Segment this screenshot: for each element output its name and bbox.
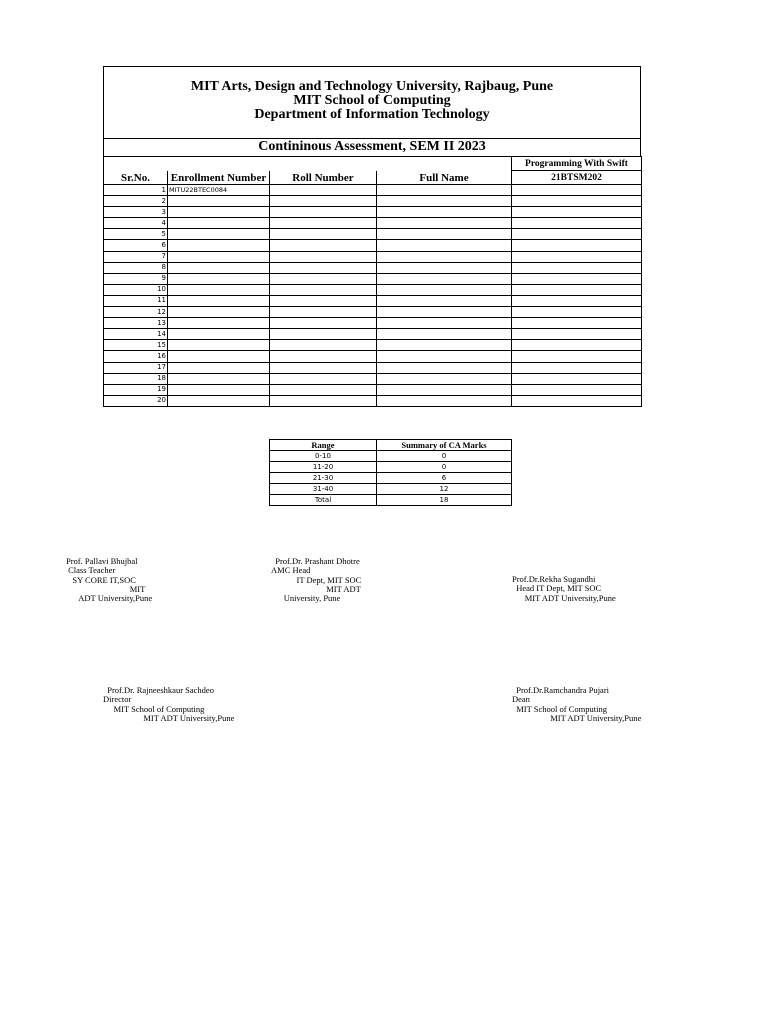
- signature-line: MIT ADT University,Pune: [512, 712, 642, 723]
- marks-cell: [512, 395, 642, 406]
- marks-cell: [512, 307, 642, 318]
- table-row: [104, 229, 642, 240]
- sr-no-cell: 1: [104, 185, 168, 196]
- signature-line: Dean: [512, 694, 530, 705]
- signature-hod: [512, 575, 616, 603]
- summary-header-marks: Summary of CA Marks: [377, 440, 512, 451]
- table-row: [104, 340, 642, 351]
- enrollment-cell: [168, 240, 270, 251]
- university-name: MIT Arts, Design and Technology University, Rajbaug, Pune: [190, 79, 554, 94]
- full-name-cell: [377, 307, 512, 318]
- summary-range-cell: 21-30: [270, 473, 377, 484]
- signature-line: ADT University,Pune: [66, 593, 153, 604]
- full-name-cell: [377, 329, 512, 340]
- table-row: [104, 295, 642, 306]
- department-name: Department of Information Technology: [254, 107, 490, 122]
- signature-class-teacher: [66, 557, 152, 603]
- roll-number-cell: [270, 340, 377, 351]
- summary-value-cell: 0: [377, 451, 512, 462]
- signature-amc-head: [271, 557, 361, 603]
- marks-cell: [512, 284, 642, 295]
- marks-cell: [512, 251, 642, 262]
- roll-number-cell: [270, 384, 377, 395]
- full-name-cell: [377, 196, 512, 207]
- full-name-cell: [377, 395, 512, 406]
- marks-cell: [512, 295, 642, 306]
- enrollment-cell: [168, 340, 270, 351]
- roll-number-cell: [270, 262, 377, 273]
- roll-number-cell: [270, 240, 377, 251]
- table-row: [104, 196, 642, 207]
- full-name-cell: [377, 351, 512, 362]
- marks-cell: [512, 229, 642, 240]
- table-row: [104, 329, 642, 340]
- col-header-roll-number: Roll Number: [270, 171, 377, 185]
- sr-no-cell: 16: [104, 351, 168, 362]
- assessment-title: Contininous Assessment, SEM II 2023: [103, 138, 641, 157]
- table-row: [104, 207, 642, 218]
- full-name-cell: [377, 384, 512, 395]
- roll-number-cell: [270, 351, 377, 362]
- enrollment-cell: [168, 251, 270, 262]
- sr-no-cell: 11: [104, 295, 168, 306]
- subject-code: 21BTSM202: [512, 171, 642, 185]
- summary-row: [270, 451, 512, 462]
- enrollment-cell: [168, 207, 270, 218]
- marks-cell: [512, 240, 642, 251]
- table-row: [104, 307, 642, 318]
- enrollment-cell: [168, 307, 270, 318]
- table-row: [104, 395, 642, 406]
- summary-range-cell: 31-40: [270, 484, 377, 495]
- enrollment-cell: [168, 351, 270, 362]
- col-header-enrollment: Enrollment Number: [168, 171, 270, 185]
- subject-name: Programming With Swift: [512, 157, 642, 171]
- table-row: [104, 318, 642, 329]
- roll-number-cell: [270, 207, 377, 218]
- school-name: MIT School of Computing: [293, 93, 451, 108]
- signature-line: IT Dept, MIT SOC: [271, 574, 362, 585]
- full-name-cell: [377, 284, 512, 295]
- signature-line: MIT ADT University,Pune: [512, 592, 616, 603]
- roll-number-cell: [270, 273, 377, 284]
- full-name-cell: [377, 251, 512, 262]
- sr-no-cell: 18: [104, 373, 168, 384]
- enrollment-cell: [168, 318, 270, 329]
- full-name-cell: [377, 240, 512, 251]
- roll-number-cell: [270, 284, 377, 295]
- marks-cell: [512, 351, 642, 362]
- enrollment-cell: [168, 295, 270, 306]
- sr-no-cell: 2: [104, 196, 168, 207]
- signature-line: AMC Head: [271, 565, 311, 576]
- enrollment-cell: [168, 229, 270, 240]
- table-row: [104, 185, 642, 196]
- signature-dean: [512, 686, 641, 723]
- marks-cell: [512, 207, 642, 218]
- summary-value-cell: 6: [377, 473, 512, 484]
- sr-no-cell: 8: [104, 262, 168, 273]
- sr-no-cell: 6: [104, 240, 168, 251]
- summary-row: [270, 462, 512, 473]
- sr-no-cell: 5: [104, 229, 168, 240]
- enrollment-cell: [168, 218, 270, 229]
- marks-cell: [512, 329, 642, 340]
- summary-value-cell: 0: [377, 462, 512, 473]
- sr-no-cell: 7: [104, 251, 168, 262]
- marks-cell: [512, 318, 642, 329]
- sr-no-cell: 17: [104, 362, 168, 373]
- full-name-cell: [377, 262, 512, 273]
- enrollment-cell: [168, 384, 270, 395]
- signature-line: University, Pune: [271, 593, 341, 604]
- marks-cell: [512, 273, 642, 284]
- table-row: [104, 351, 642, 362]
- table-row: [104, 251, 642, 262]
- full-name-cell: [377, 362, 512, 373]
- summary-range-cell: 0-10: [270, 451, 377, 462]
- full-name-cell: [377, 185, 512, 196]
- signature-line: MIT ADT University,Pune: [103, 712, 235, 723]
- signature-line: Prof.Dr. Rajneeshkaur Sachdeo: [103, 685, 214, 695]
- sr-no-cell: 9: [104, 273, 168, 284]
- table-row: [104, 273, 642, 284]
- enrollment-cell: [168, 395, 270, 406]
- enrollment-cell: [168, 329, 270, 340]
- sr-no-cell: 13: [104, 318, 168, 329]
- summary-header-range: Range: [270, 440, 377, 451]
- sr-no-cell: 15: [104, 340, 168, 351]
- signature-line: Head IT Dept, MIT SOC: [512, 583, 602, 594]
- table-row: [104, 362, 642, 373]
- marks-cell: [512, 196, 642, 207]
- roll-number-cell: [270, 295, 377, 306]
- summary-value-cell: 18: [377, 495, 512, 506]
- full-name-cell: [377, 295, 512, 306]
- marks-cell: [512, 362, 642, 373]
- roll-number-cell: [270, 329, 377, 340]
- roll-number-cell: [270, 362, 377, 373]
- signature-line: MIT: [66, 583, 146, 594]
- sr-no-cell: 10: [104, 284, 168, 295]
- roll-number-cell: [270, 307, 377, 318]
- table-row: [104, 262, 642, 273]
- roll-number-cell: [270, 373, 377, 384]
- table-row: [104, 373, 642, 384]
- table-row: [104, 384, 642, 395]
- ca-summary-table: [269, 439, 512, 506]
- signature-line: Prof.Dr. Prashant Dhotre: [271, 556, 360, 566]
- enrollment-cell: [168, 284, 270, 295]
- enrollment-cell: [168, 262, 270, 273]
- roll-number-cell: [270, 318, 377, 329]
- roll-number-cell: [270, 185, 377, 196]
- marks-cell: [512, 262, 642, 273]
- sr-no-cell: 20: [104, 395, 168, 406]
- marks-cell: [512, 340, 642, 351]
- signature-line: MIT School of Computing: [103, 703, 205, 714]
- summary-value-cell: 12: [377, 484, 512, 495]
- sr-no-cell: 19: [104, 384, 168, 395]
- signature-line: Director: [103, 694, 132, 705]
- signature-director: [103, 686, 234, 723]
- roll-number-cell: [270, 395, 377, 406]
- full-name-cell: [377, 340, 512, 351]
- sr-no-cell: 4: [104, 218, 168, 229]
- enrollment-cell: MITU22BTEC0084: [168, 185, 270, 196]
- signature-line: SY CORE IT,SOC: [66, 574, 136, 585]
- full-name-cell: [377, 207, 512, 218]
- signature-line: Prof. Pallavi Bhujbal: [66, 556, 138, 566]
- sr-no-cell: 12: [104, 307, 168, 318]
- enrollment-cell: [168, 196, 270, 207]
- signature-line: Prof.Dr.Ramchandra Pujari: [512, 685, 610, 695]
- full-name-cell: [377, 318, 512, 329]
- signature-line: MIT ADT: [271, 583, 361, 594]
- roll-number-cell: [270, 251, 377, 262]
- report-header: [103, 66, 641, 139]
- enrollment-cell: [168, 362, 270, 373]
- summary-row: [270, 484, 512, 495]
- signature-line: MIT School of Computing: [512, 703, 607, 714]
- roll-number-cell: [270, 218, 377, 229]
- col-header-sr-no: Sr.No.: [104, 171, 168, 185]
- summary-row: [270, 495, 512, 506]
- marks-cell: [512, 218, 642, 229]
- marks-cell: [512, 185, 642, 196]
- sr-no-cell: 14: [104, 329, 168, 340]
- table-row: [104, 240, 642, 251]
- table-row: [104, 218, 642, 229]
- marks-cell: [512, 373, 642, 384]
- enrollment-cell: [168, 273, 270, 284]
- sr-no-cell: 3: [104, 207, 168, 218]
- marks-cell: [512, 384, 642, 395]
- summary-range-cell: 11-20: [270, 462, 377, 473]
- full-name-cell: [377, 218, 512, 229]
- summary-row: [270, 473, 512, 484]
- roll-number-cell: [270, 229, 377, 240]
- signature-line: Class Teacher: [66, 565, 116, 576]
- signature-line: Prof.Dr.Rekha Sugandhi: [512, 574, 596, 584]
- enrollment-cell: [168, 373, 270, 384]
- student-marks-table: [103, 156, 642, 407]
- summary-range-cell: Total: [270, 495, 377, 506]
- full-name-cell: [377, 373, 512, 384]
- roll-number-cell: [270, 196, 377, 207]
- full-name-cell: [377, 273, 512, 284]
- full-name-cell: [377, 229, 512, 240]
- col-header-full-name: Full Name: [377, 171, 512, 185]
- table-row: [104, 284, 642, 295]
